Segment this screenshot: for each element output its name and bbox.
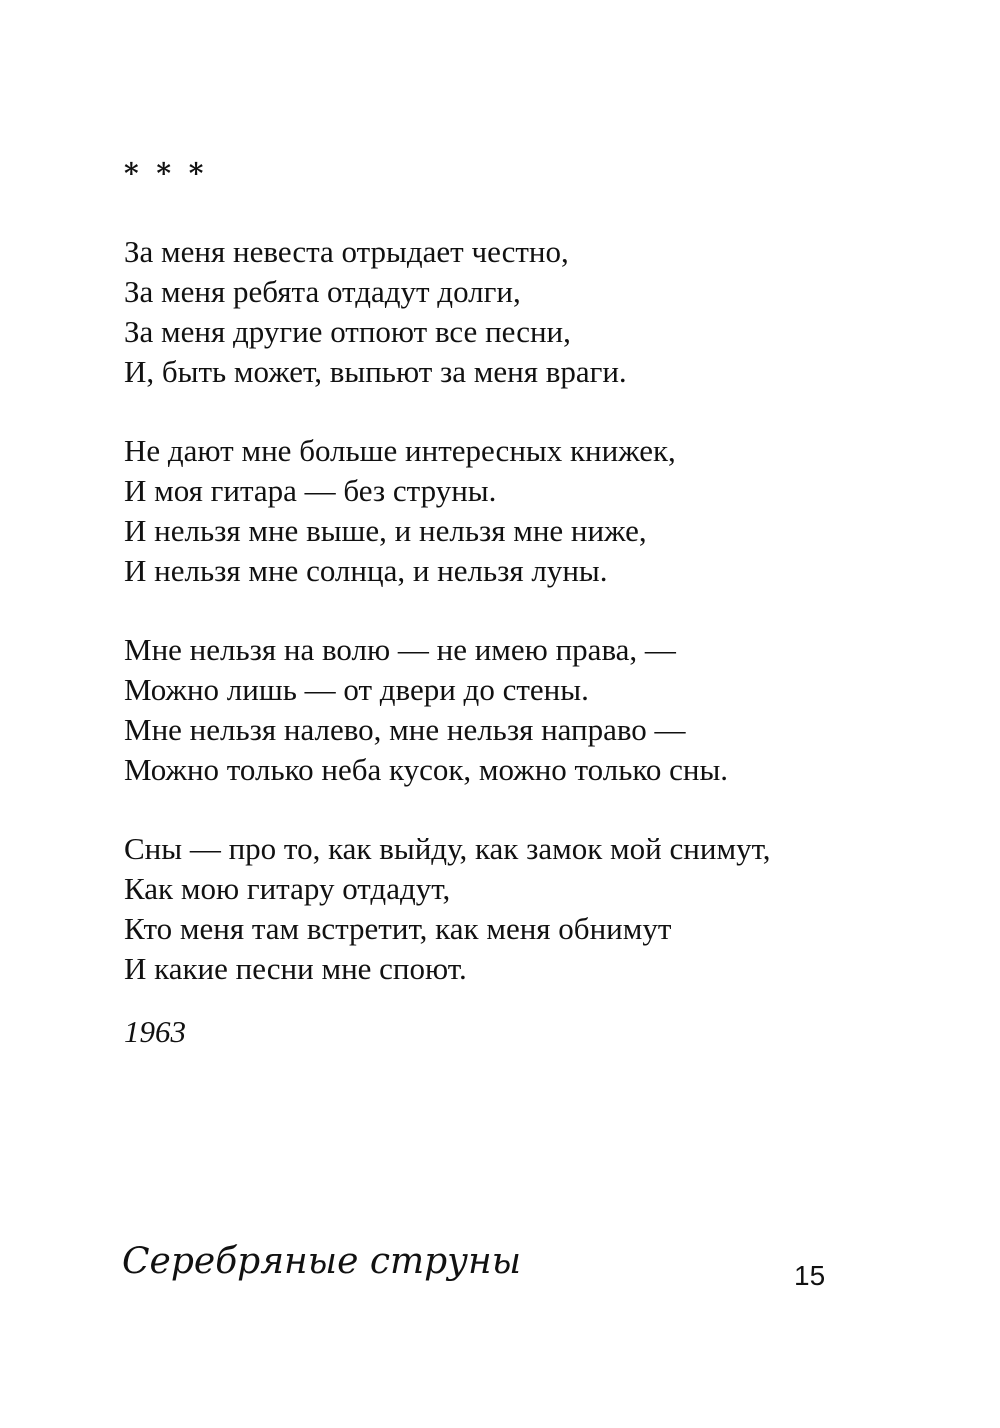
poem-line: И какие песни мне споют. xyxy=(124,951,467,986)
poem-line: Сны — про то, как выйду, как замок мой снимут, xyxy=(124,831,771,866)
poem-line: Мне нельзя налево, мне нельзя направо — xyxy=(124,712,686,747)
poem-line: И нельзя мне выше, и нельзя мне ниже, xyxy=(124,513,647,548)
poem-line: За меня невеста отрыдает честно, xyxy=(124,234,569,269)
poem-line: Мне нельзя на волю — не имею права, — xyxy=(124,632,676,667)
poem-year: 1963 xyxy=(124,1014,186,1049)
poem-line: Можно лишь — от двери до стены. xyxy=(124,672,589,707)
poem-line: Как мою гитару отдадут, xyxy=(124,871,451,906)
poem-line: Можно только неба кусок, можно только сны. xyxy=(124,752,729,787)
poem-separator: * * * xyxy=(124,157,208,190)
poem-line: Не дают мне больше интересных книжек, xyxy=(124,433,676,468)
poem-line: И, быть может, выпьют за меня враги. xyxy=(124,354,627,389)
stanza-1 xyxy=(124,232,924,392)
poem-line: За меня ребята отдадут долги, xyxy=(124,274,521,309)
poem-line: И нельзя мне солнца, и нельзя луны. xyxy=(124,553,608,588)
stanza-2 xyxy=(124,431,924,591)
stanza-3 xyxy=(124,630,924,790)
poem-line: За меня другие отпоют все песни, xyxy=(124,314,571,349)
poem-body xyxy=(124,232,924,989)
page-number: 15 xyxy=(794,1260,826,1291)
poem-line: И моя гитара — без струны. xyxy=(124,473,497,508)
poem-line: Кто меня там встретит, как меня обнимут xyxy=(124,911,672,946)
running-footer-title: Серебряные струны xyxy=(122,1241,522,1282)
stanza-4 xyxy=(124,829,924,989)
